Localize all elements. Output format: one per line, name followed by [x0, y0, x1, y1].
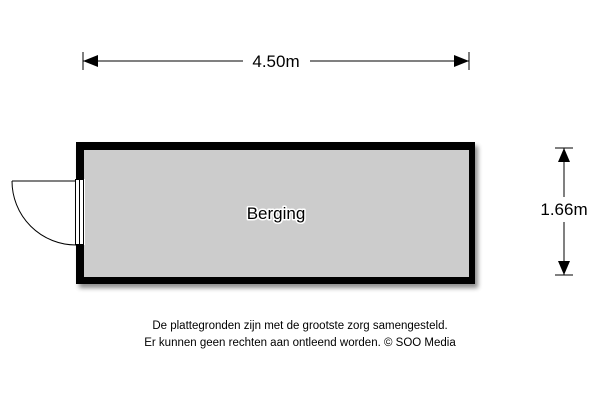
- disclaimer: [0, 318, 600, 352]
- width-dimension-label: 4.50m: [252, 52, 300, 71]
- width-arrowhead-right-icon: [454, 55, 469, 67]
- room-label: Berging: [246, 204, 306, 223]
- width-arrowhead-left-icon: [83, 55, 98, 67]
- door: [12, 179, 85, 245]
- depth-arrowhead-bottom-icon: [558, 261, 570, 275]
- depth-arrowhead-top-icon: [558, 148, 570, 162]
- disclaimer-line-2: Er kunnen geen rechten aan ontleend worden. © SOO Media: [144, 337, 456, 349]
- depth-dimension: [540, 148, 587, 275]
- disclaimer-line-1: De plattegronden zijn met de grootste zorg samengesteld.: [152, 320, 448, 332]
- width-dimension: [83, 52, 469, 71]
- door-swing-arc-icon: [12, 181, 76, 245]
- depth-dimension-label: 1.66m: [540, 200, 588, 219]
